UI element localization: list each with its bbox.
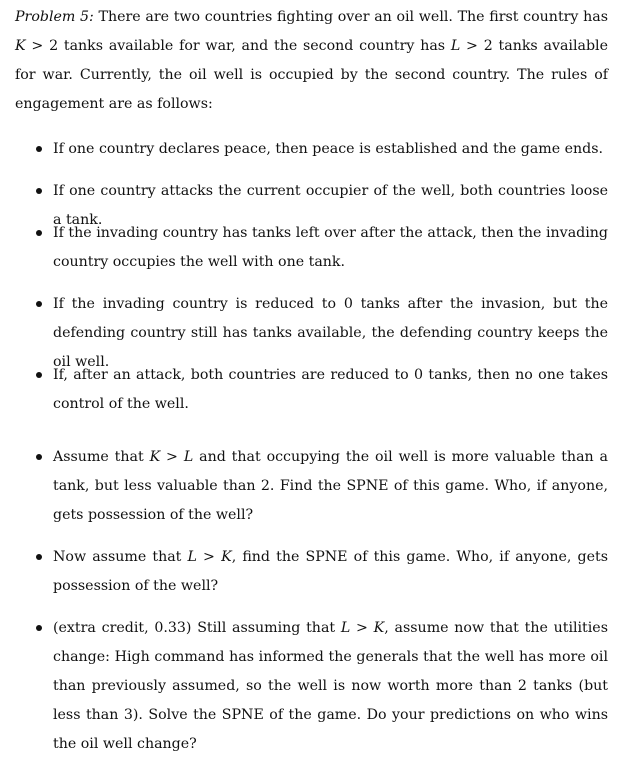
math-gt: > [25,38,50,54]
math-two: 2 [49,38,59,54]
intro-text-c: tanks available for war. Currently, the oil well is occupied by the second country. The rules of engagement are as follows: [15,38,608,112]
bullet-icon [36,230,42,236]
math-l: L [450,38,461,54]
bullet-icon [36,554,42,560]
math-gt: > [196,549,222,565]
rule-text: If, after an attack, both countries are reduced to 0 tanks, then no one takes control of the well. [53,367,608,412]
question-text-b: , assume now that the utilities change: High command has informed the generals that the well has more oil than previously assumed, so the well is now worth more than 2 tanks (but less than 3). Solve the SPNE of the game. Do your predictions on who wins the oil well change? [53,620,608,752]
math-k: K [221,549,232,565]
math-k: K [15,38,26,54]
intro-text-b: tanks available for war, and the second country has [58,38,451,54]
problem-label: Problem 5: [15,9,94,25]
math-gt: > [350,620,374,636]
question-text-b: and that occupying the oil well is more valuable than a tank, but less valuable than 2. Find the SPNE of this game. Who, if anyone, gets possession of the well? [53,449,608,523]
math-k: K [373,620,385,636]
rule-item [53,135,608,164]
bullet-icon [36,454,42,460]
math-l: L [340,620,351,636]
math-l: L [187,549,197,565]
rule-text: If the invading country has tanks left over after the attack, then the invading country occupies the well with one tank. [53,225,608,270]
question-text-b: , find the SPNE of this game. Who, if anyone, gets possession of the well? [53,549,608,594]
question-item [53,443,608,530]
intro-text-a: There are two countries fighting over an oil well. The first country has [93,9,609,25]
rule-text: If one country declares peace, then peace is established and the game ends. [53,141,604,157]
bullet-icon [36,146,42,152]
bullet-icon [36,372,42,378]
rule-item [53,219,608,277]
rule-item [53,361,608,419]
bullet-icon [36,301,42,307]
question-item [53,614,608,759]
math-gt: > [160,449,184,465]
question-text-a: Assume that [53,449,150,465]
math-two-2: 2 [483,38,493,54]
bullet-icon [36,188,42,194]
math-k: K [149,449,161,465]
rule-text: If the invading country is reduced to 0 tanks after the invasion, but the defending country still has tanks available, the defending country keeps the oil well. [53,296,608,370]
question-text-a: Now assume that [53,549,188,565]
bullet-icon [36,625,42,631]
rule-text: If one country attacks the current occupier of the well, both countries loose a tank. [53,183,608,228]
math-gt-2: > [460,38,484,54]
question-item [53,543,608,601]
question-text-a: (extra credit, 0.33) Still assuming that [53,620,341,636]
math-l: L [183,449,194,465]
